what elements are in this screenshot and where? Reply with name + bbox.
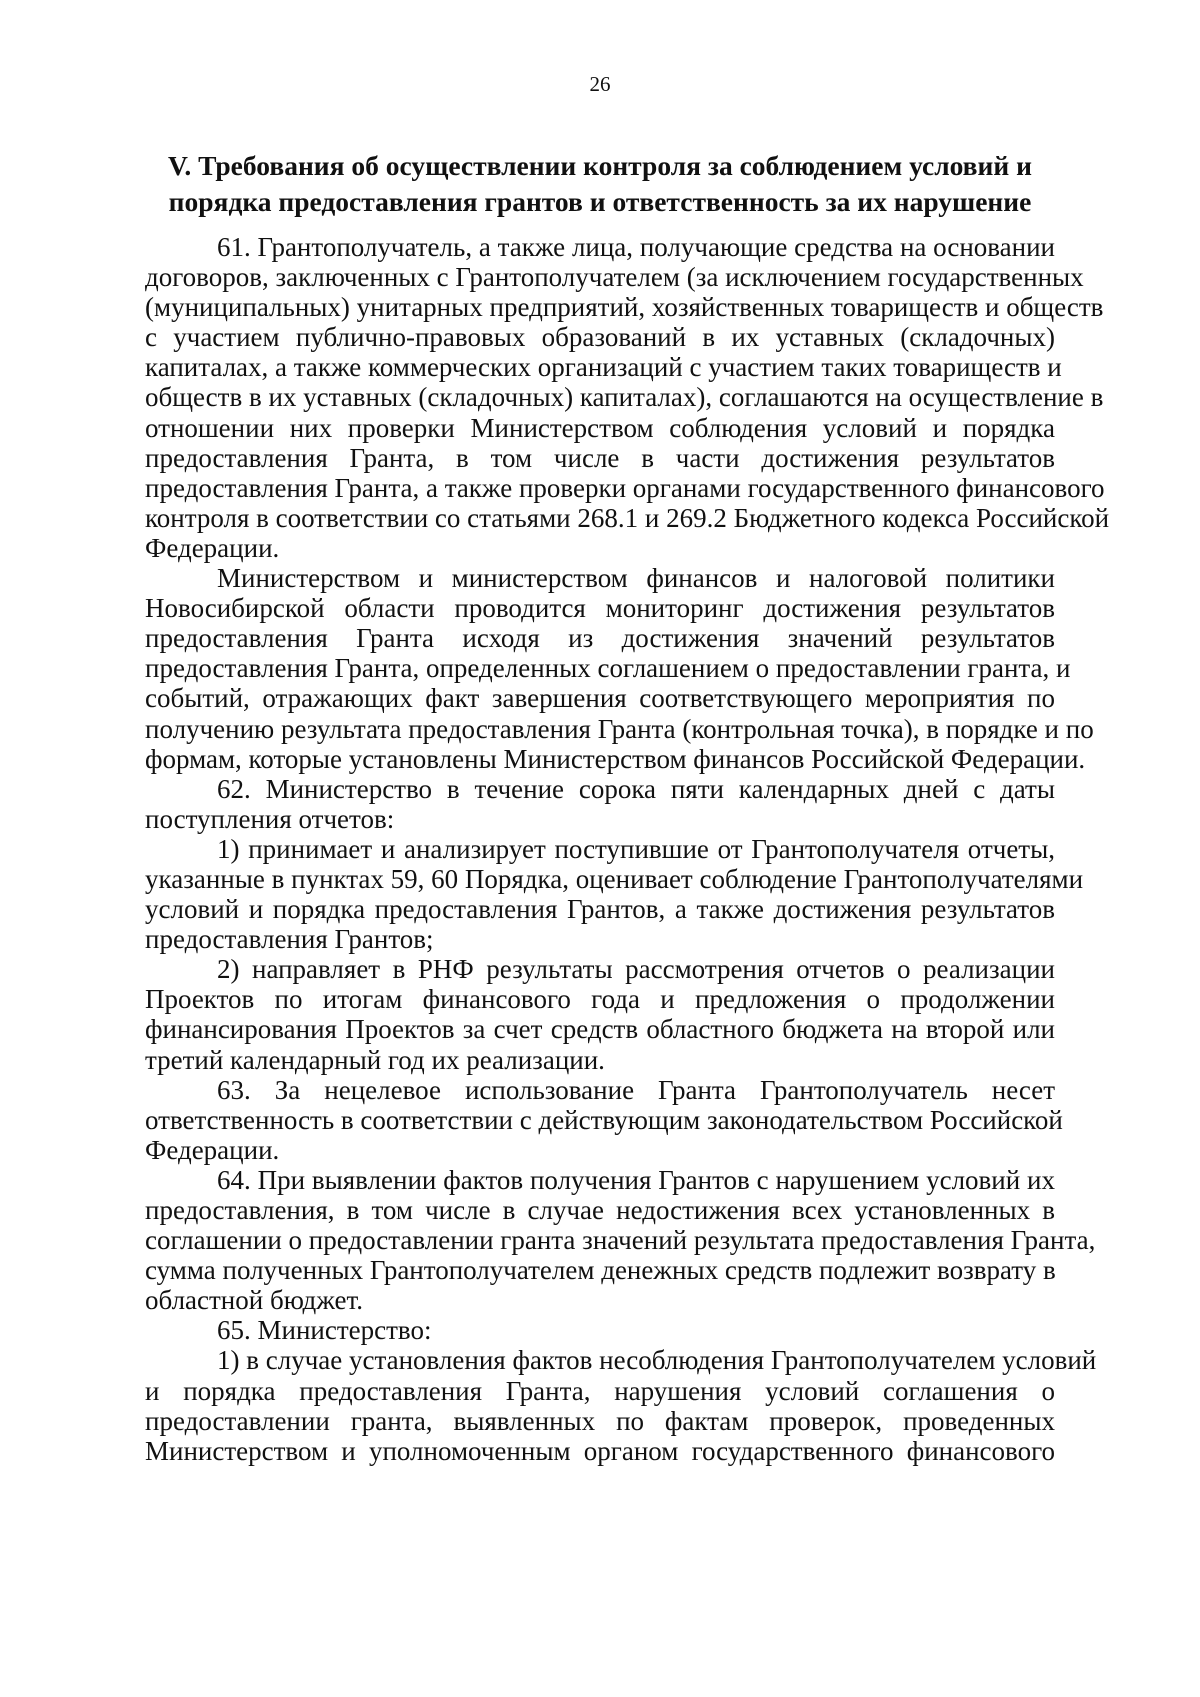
text-line: предоставления Гранта, а также проверки органами государственного финансового <box>145 472 1105 503</box>
text-line: 62. Министерство в течение сорока пяти календарных дней с даты <box>217 773 1055 804</box>
text-line: и порядка предоставления Гранта, нарушения условий соглашения о <box>145 1375 1055 1406</box>
text-line: 1) в случае установления фактов несоблюдения Грантополучателем условий <box>217 1345 1097 1376</box>
text-line: указанные в пунктах 59, 60 Порядка, оценивает соблюдение Грантополучателями <box>145 863 1084 894</box>
heading-line: порядка предоставления грантов и ответственность за их нарушение <box>168 186 1032 217</box>
text-line: условий и порядка предоставления Грантов, а также достижения результатов <box>145 894 1055 925</box>
text-line: 65. Министерство: <box>217 1315 432 1346</box>
text-line: 1) принимает и анализирует поступившие от Грантополучателя отчеты, <box>217 833 1055 864</box>
text-line: отношении них проверки Министерством соблюдения условий и порядка <box>145 412 1055 443</box>
text-line: с участием публично-правовых образований в их уставных (складочных) <box>145 322 1055 353</box>
text-line: соглашении о предоставлении гранта значений результата предоставления Гранта, <box>145 1225 1096 1256</box>
text-line: предоставления Гранта, определенных соглашением о предоставлении гранта, и <box>145 653 1071 684</box>
text-line: получению результата предоставления Гранта (контрольная точка), в порядке и по <box>145 713 1094 744</box>
text-line: предоставлении гранта, выявленных по фактам проверок, проведенных <box>145 1405 1055 1436</box>
text-line: ответственность в соответствии с действующим законодательством Российской <box>145 1104 1063 1135</box>
text-line: Министерством и уполномоченным органом государственного финансового <box>145 1435 1055 1466</box>
text-line: Федерации. <box>145 1134 280 1165</box>
text-line: 2) направляет в РНФ результаты рассмотрения отчетов о реализации <box>217 954 1055 985</box>
text-line: предоставления, в том числе в случае недостижения всех установленных в <box>145 1195 1055 1225</box>
text-line: контроля в соответствии со статьями 268.1 и 269.2 Бюджетного кодекса Российской <box>145 502 1110 533</box>
text-line: Министерством и министерством финансов и налоговой политики <box>217 563 1055 594</box>
text-line: областной бюджет. <box>145 1285 364 1316</box>
text-line: поступления отчетов: <box>145 803 395 834</box>
heading-line: V. Требования об осуществлении контроля за соблюдением условий и <box>168 150 1032 181</box>
text-line: капиталах, а также коммерческих организаций с участием таких товариществ и <box>145 352 1062 383</box>
body-text <box>145 232 1110 1466</box>
text-line: событий, отражающих факт завершения соответствующего мероприятия по <box>145 683 1055 714</box>
text-line: финансирования Проектов за счет средств областного бюджета на второй или <box>145 1014 1055 1045</box>
text-line: сумма полученных Грантополучателем денежных средств подлежит возврату в <box>145 1255 1056 1286</box>
text-line: формам, которые установлены Министерством финансов Российской Федерации. <box>145 743 1086 774</box>
section-heading <box>145 148 1055 220</box>
text-line: обществ в их уставных (складочных) капиталах), соглашаются на осуществление в <box>145 382 1104 413</box>
text-line: третий календарный год их реализации. <box>145 1044 605 1075</box>
text-line: предоставления Гранта, в том числе в части достижения результатов <box>145 442 1055 473</box>
text-line: предоставления Гранта исходя из достижения значений результатов <box>145 623 1055 654</box>
text-line: 64. При выявлении фактов получения Грантов с нарушением условий их <box>217 1164 1055 1195</box>
text-line: Проектов по итогам финансового года и предложения о продолжении <box>145 984 1055 1015</box>
page-number: 26 <box>589 72 611 96</box>
text-line: Новосибирской области проводится мониторинг достижения результатов <box>145 593 1055 624</box>
text-line: 61. Грантополучатель, а также лица, получающие средства на основании <box>217 232 1055 262</box>
text-line: предоставления Грантов; <box>145 924 434 955</box>
text-line: 63. За нецелевое использование Гранта Грантополучатель несет <box>217 1074 1055 1105</box>
text-line: Федерации. <box>145 532 280 563</box>
text-line: (муниципальных) унитарных предприятий, хозяйственных товариществ и обществ <box>145 292 1104 323</box>
text-line: договоров, заключенных с Грантополучателем (за исключением государственных <box>145 262 1084 293</box>
